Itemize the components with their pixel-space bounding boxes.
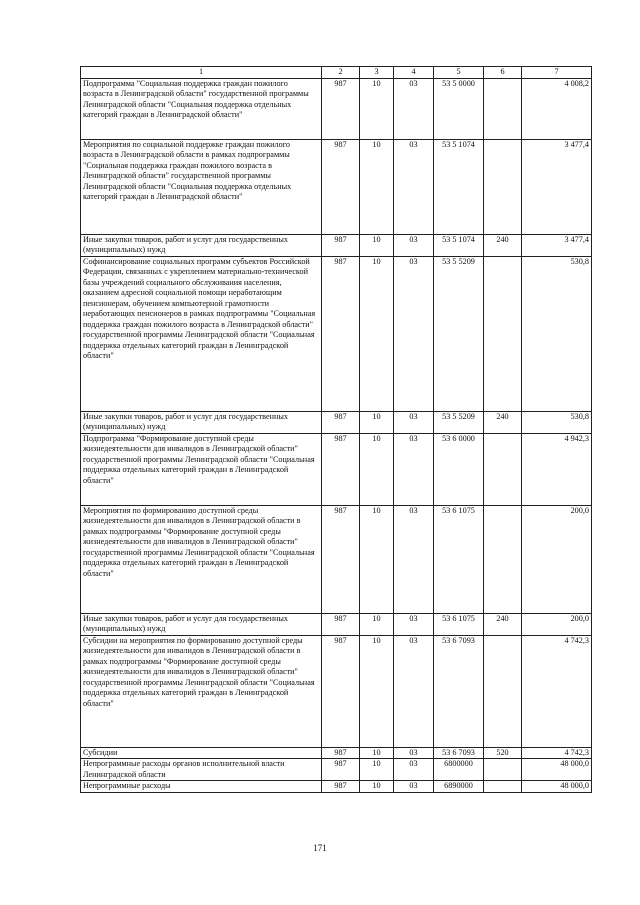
cell-type: 240 [484,411,522,433]
cell-target: 53 5 5209 [434,256,484,411]
cell-target: 53 6 1075 [434,505,484,613]
cell-admin: 987 [322,411,360,433]
cell-target: 53 5 1074 [434,139,484,234]
table-row [81,234,592,256]
cell-amount: 4 742,3 [522,635,592,747]
cell-admin: 987 [322,747,360,759]
cell-subsection: 03 [394,433,434,505]
table-row [81,747,592,759]
cell-subsection: 03 [394,234,434,256]
col-header: 6 [484,67,522,79]
col-header: 3 [360,67,394,79]
cell-admin: 987 [322,139,360,234]
cell-type [484,781,522,793]
cell-admin: 987 [322,613,360,635]
header-row [81,67,592,79]
table-row [81,433,592,505]
cell-section: 10 [360,613,394,635]
row-name: Подпрограмма "Формирование доступной среды жизнедеятельности для инвалидов в Ленинградской области" государственной программы Ленинградской области "Социальная поддержка отдельных категорий граждан в Ленинградской области" [81,433,322,505]
page-number: 171 [313,843,327,853]
table-row [81,78,592,139]
cell-subsection: 03 [394,613,434,635]
row-name: Иные закупки товаров, работ и услуг для государственных (муниципальных) нужд [81,234,322,256]
cell-amount: 200,0 [522,613,592,635]
cell-target: 6800000 [434,759,484,781]
cell-subsection: 03 [394,505,434,613]
cell-amount: 530,8 [522,411,592,433]
row-name: Непрограммные расходы [81,781,322,793]
cell-target: 53 6 1075 [434,613,484,635]
table-row [81,505,592,613]
cell-type: 520 [484,747,522,759]
cell-type [484,433,522,505]
row-name: Субсидии на мероприятия по формированию доступной среды жизнедеятельности для инвалидов в Ленинградской области в рамках подпрограммы "Формирование доступной среды жизнедеятельности для инвалидов в Ленинградской области" государственной программы Ленинградской области "Социальная поддержка отдельных категорий граждан в Ленинградской области" [81,635,322,747]
cell-target: 53 6 7093 [434,635,484,747]
row-name: Мероприятия по формированию доступной среды жизнедеятельности для инвалидов в Ленинградской области в рамках подпрограммы "Формирование доступной среды жизнедеятельности для инвалидов в Ленинградской области" государственной программы Ленинградской области "Социальная поддержка отдельных категорий граждан в Ленинградской области" [81,505,322,613]
cell-subsection: 03 [394,759,434,781]
cell-section: 10 [360,505,394,613]
cell-target: 6890000 [434,781,484,793]
cell-section: 10 [360,635,394,747]
cell-target: 53 6 0000 [434,433,484,505]
col-header: 4 [394,67,434,79]
cell-subsection: 03 [394,781,434,793]
cell-subsection: 03 [394,256,434,411]
cell-amount: 530,8 [522,256,592,411]
cell-section: 10 [360,759,394,781]
cell-subsection: 03 [394,411,434,433]
cell-type [484,505,522,613]
cell-subsection: 03 [394,747,434,759]
table-row [81,759,592,781]
cell-target: 53 5 1074 [434,234,484,256]
cell-section: 10 [360,234,394,256]
table-row [81,781,592,793]
col-header: 5 [434,67,484,79]
cell-type: 240 [484,234,522,256]
cell-type [484,139,522,234]
cell-amount: 48 000,0 [522,781,592,793]
cell-admin: 987 [322,256,360,411]
cell-amount: 48 000,0 [522,759,592,781]
cell-admin: 987 [322,505,360,613]
cell-admin: 987 [322,234,360,256]
cell-target: 53 5 0000 [434,78,484,139]
table-row [81,613,592,635]
cell-type: 240 [484,613,522,635]
cell-amount: 3 477,4 [522,234,592,256]
cell-type [484,759,522,781]
cell-subsection: 03 [394,78,434,139]
cell-section: 10 [360,433,394,505]
row-name: Непрограммные расходы органов исполнительной власти Ленинградской области [81,759,322,781]
row-name: Иные закупки товаров, работ и услуг для государственных (муниципальных) нужд [81,613,322,635]
cell-section: 10 [360,747,394,759]
cell-amount: 200,0 [522,505,592,613]
cell-subsection: 03 [394,139,434,234]
row-name: Субсидии [81,747,322,759]
cell-admin: 987 [322,635,360,747]
cell-admin: 987 [322,433,360,505]
table-row [81,256,592,411]
cell-admin: 987 [322,781,360,793]
cell-target: 53 6 7093 [434,747,484,759]
row-name: Мероприятия по социальной поддержке граждан пожилого возраста в Ленинградской области в рамках подпрограммы "Социальная поддержка граждан пожилого возраста в Ленинградской области" государственной программы Ленинградской области "Социальная поддержка отдельных категорий граждан в Ленинградской области" [81,139,322,234]
cell-type [484,635,522,747]
cell-type [484,256,522,411]
cell-amount: 3 477,4 [522,139,592,234]
cell-amount: 4 742,3 [522,747,592,759]
col-header: 7 [522,67,592,79]
cell-section: 10 [360,256,394,411]
cell-target: 53 5 5209 [434,411,484,433]
table-row [81,635,592,747]
col-header: 1 [81,67,322,79]
budget-table [80,66,592,793]
cell-section: 10 [360,411,394,433]
cell-type [484,78,522,139]
table-row [81,411,592,433]
cell-admin: 987 [322,78,360,139]
row-name: Иные закупки товаров, работ и услуг для государственных (муниципальных) нужд [81,411,322,433]
cell-section: 10 [360,781,394,793]
table-row [81,139,592,234]
cell-amount: 4 008,2 [522,78,592,139]
cell-section: 10 [360,139,394,234]
cell-amount: 4 942,3 [522,433,592,505]
cell-subsection: 03 [394,635,434,747]
col-header: 2 [322,67,360,79]
cell-section: 10 [360,78,394,139]
row-name: Подпрограмма "Социальная поддержка граждан пожилого возраста в Ленинградской области" государственной программы Ленинградской области "Социальная поддержка отдельных категорий граждан в Ленинградской области" [81,78,322,139]
cell-admin: 987 [322,759,360,781]
row-name: Софинансирование социальных программ субъектов Российской Федерации, связанных с укреплением материально-технической базы учреждений социального обслуживания населения, оказанием адресной социальной помощи неработающим пенсионерам, обучением компьютерной грамотности неработающих пенсионеров в рамках подпрограммы "Социальная поддержка граждан пожилого возраста в Ленинградской области" государственной программы Ленинградской области "Социальная поддержка отдельных категорий граждан в Ленинградской области" [81,256,322,411]
